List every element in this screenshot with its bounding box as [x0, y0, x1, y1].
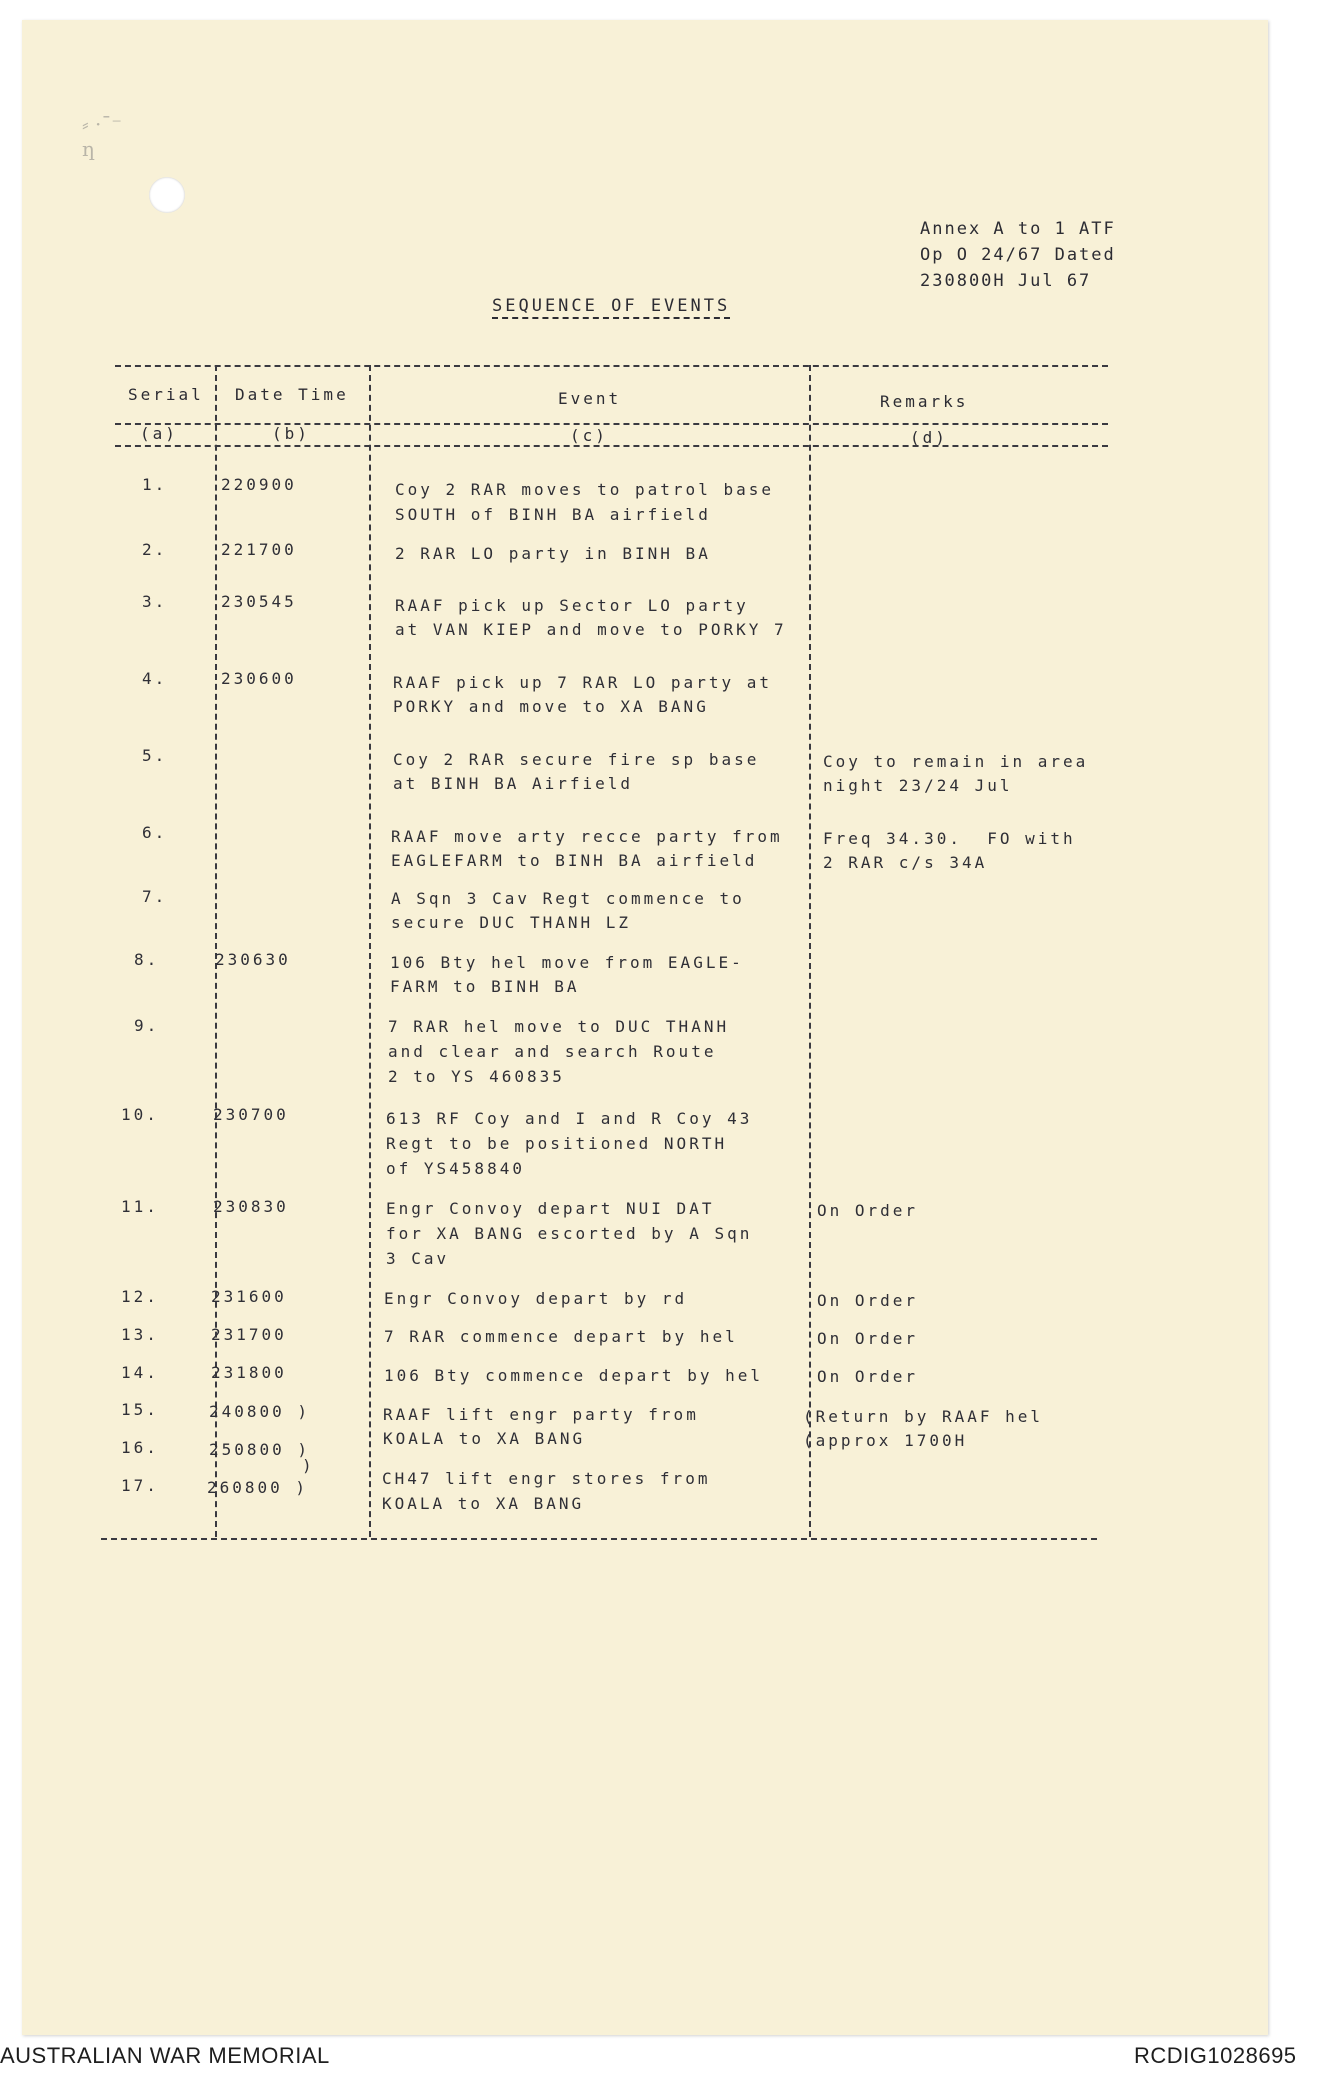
row-event-line: and clear and search Route: [388, 1042, 717, 1061]
row-date-time: 221700: [221, 540, 297, 559]
annex-line: Op O 24/67 Dated: [920, 245, 1116, 265]
row-event-line: FARM to BINH BA: [390, 977, 580, 996]
row-event-line: RAAF move arty recce party from: [391, 827, 783, 846]
row-serial: 15.: [121, 1400, 159, 1419]
document-title: SEQUENCE OF EVENTS: [492, 296, 730, 319]
row-date-time: 230630: [215, 950, 291, 969]
row-event-line: Coy 2 RAR moves to patrol base: [395, 480, 774, 499]
row-remarks-line: (approx 1700H: [803, 1431, 968, 1450]
row-remarks-line: (Return by RAAF hel: [803, 1407, 1044, 1426]
row-remarks-line: Freq 34.30. FO with: [823, 829, 1076, 848]
row-event-line: RAAF pick up 7 RAR LO party at: [393, 673, 772, 692]
subheader-d: (d): [910, 428, 948, 447]
row-event-line: secure DUC THANH LZ: [391, 913, 632, 932]
row-serial: 7.: [142, 887, 168, 906]
row-event-line: 7 RAR hel move to DUC THANH: [388, 1017, 730, 1036]
header-event: Event: [558, 389, 622, 408]
header-date-time: Date Time: [235, 385, 349, 404]
row-serial: 10.: [121, 1105, 159, 1124]
footer-archive-name: AUSTRALIAN WAR MEMORIAL: [0, 2043, 330, 2068]
row-serial: 4.: [142, 669, 168, 688]
row-serial: 5.: [142, 746, 168, 765]
row-event-line: KOALA to XA BANG: [383, 1429, 586, 1448]
row-serial: 13.: [121, 1325, 159, 1344]
annex-line: 230800H Jul 67: [920, 271, 1092, 291]
row-event-line: PORKY and move to XA BANG: [393, 697, 709, 716]
punch-hole: [149, 177, 185, 213]
row-date-time: 230700: [213, 1105, 289, 1124]
row-event-line: RAAF lift engr party from: [383, 1405, 699, 1424]
row-event-line: CH47 lift engr stores from: [382, 1469, 711, 1488]
row-remarks-line: On Order: [817, 1367, 919, 1386]
row-serial: 6.: [142, 823, 168, 842]
row-date-time: 231600: [211, 1287, 287, 1306]
row-event-line: 7 RAR commence depart by hel: [384, 1327, 738, 1346]
row-event-line: Regt to be positioned NORTH: [386, 1134, 728, 1153]
row-event-line: of YS458840: [386, 1159, 525, 1178]
row-event-line: 106 Bty hel move from EAGLE-: [390, 953, 744, 972]
row-serial: 3.: [142, 592, 168, 611]
header-remarks: Remarks: [880, 392, 969, 411]
row-event-line: KOALA to XA BANG: [382, 1494, 585, 1513]
row-event-line: 613 RF Coy and I and R Coy 43: [386, 1109, 753, 1128]
row-event-line: 2 RAR LO party in BINH BA: [395, 544, 711, 563]
row-event-line: 106 Bty commence depart by hel: [384, 1366, 763, 1385]
row-event-line: RAAF pick up Sector LO party: [395, 596, 749, 615]
pencil-mark: ⸗ ·ˉ⁻ ƞ: [82, 112, 122, 161]
row-event-line: A Sqn 3 Cav Regt commence to: [391, 889, 745, 908]
row-date-time: 220900: [221, 475, 297, 494]
row-event-line: Coy 2 RAR secure fire sp base: [393, 750, 760, 769]
header-serial: Serial: [128, 385, 204, 404]
row-serial: 17.: [121, 1476, 159, 1495]
row-remarks-line: Coy to remain in area: [823, 752, 1089, 771]
row-serial: 16.: [121, 1438, 159, 1457]
footer-record-id: RCDIG1028695: [1134, 2043, 1297, 2068]
row-event-line: at VAN KIEP and move to PORKY 7: [395, 620, 787, 639]
subheader-a: (a): [140, 424, 178, 443]
bracket-mark: ): [302, 1456, 315, 1475]
subheader-c: (c): [570, 426, 608, 445]
row-date-time: 260800 ): [207, 1478, 309, 1497]
row-date-time: 230600: [221, 669, 297, 688]
row-serial: 11.: [121, 1197, 159, 1216]
row-date-time: 230545: [221, 592, 297, 611]
row-serial: 14.: [121, 1363, 159, 1382]
row-event-line: EAGLEFARM to BINH BA airfield: [391, 851, 758, 870]
row-date-time: 240800 ): [209, 1402, 311, 1421]
row-date-time: 231700: [211, 1325, 287, 1344]
row-remarks-line: 2 RAR c/s 34A: [823, 853, 988, 872]
row-serial: 1.: [142, 475, 168, 494]
header-rule: [115, 423, 1108, 425]
row-event-line: at BINH BA Airfield: [393, 774, 634, 793]
subheader-b: (b): [272, 424, 310, 443]
column-divider: [369, 365, 371, 1537]
annex-reference: [920, 216, 1160, 294]
row-date-time: 231800: [211, 1363, 287, 1382]
row-date-time: 250800 ): [209, 1440, 311, 1459]
table-bottom-rule: [101, 1538, 1097, 1540]
row-event-line: Engr Convoy depart NUI DAT: [386, 1199, 715, 1218]
row-date-time: 230830: [213, 1197, 289, 1216]
row-remarks-line: On Order: [817, 1329, 919, 1348]
subheader-rule: [115, 445, 1108, 447]
row-serial: 12.: [121, 1287, 159, 1306]
row-event-line: 2 to YS 460835: [388, 1067, 565, 1086]
row-remarks-line: On Order: [817, 1201, 919, 1220]
annex-line: Annex A to 1 ATF: [920, 219, 1116, 239]
row-serial: 8.: [134, 950, 160, 969]
row-remarks-line: night 23/24 Jul: [823, 776, 1013, 795]
column-divider: [809, 365, 811, 1537]
row-event-line: SOUTH of BINH BA airfield: [395, 505, 711, 524]
row-event-line: for XA BANG escorted by A Sqn: [386, 1224, 753, 1243]
table-top-rule: [115, 365, 1108, 367]
row-event-line: 3 Cav: [386, 1249, 450, 1268]
row-remarks-line: On Order: [817, 1291, 919, 1310]
row-event-line: Engr Convoy depart by rd: [384, 1289, 688, 1308]
row-serial: 2.: [142, 540, 168, 559]
row-serial: 9.: [134, 1016, 160, 1035]
